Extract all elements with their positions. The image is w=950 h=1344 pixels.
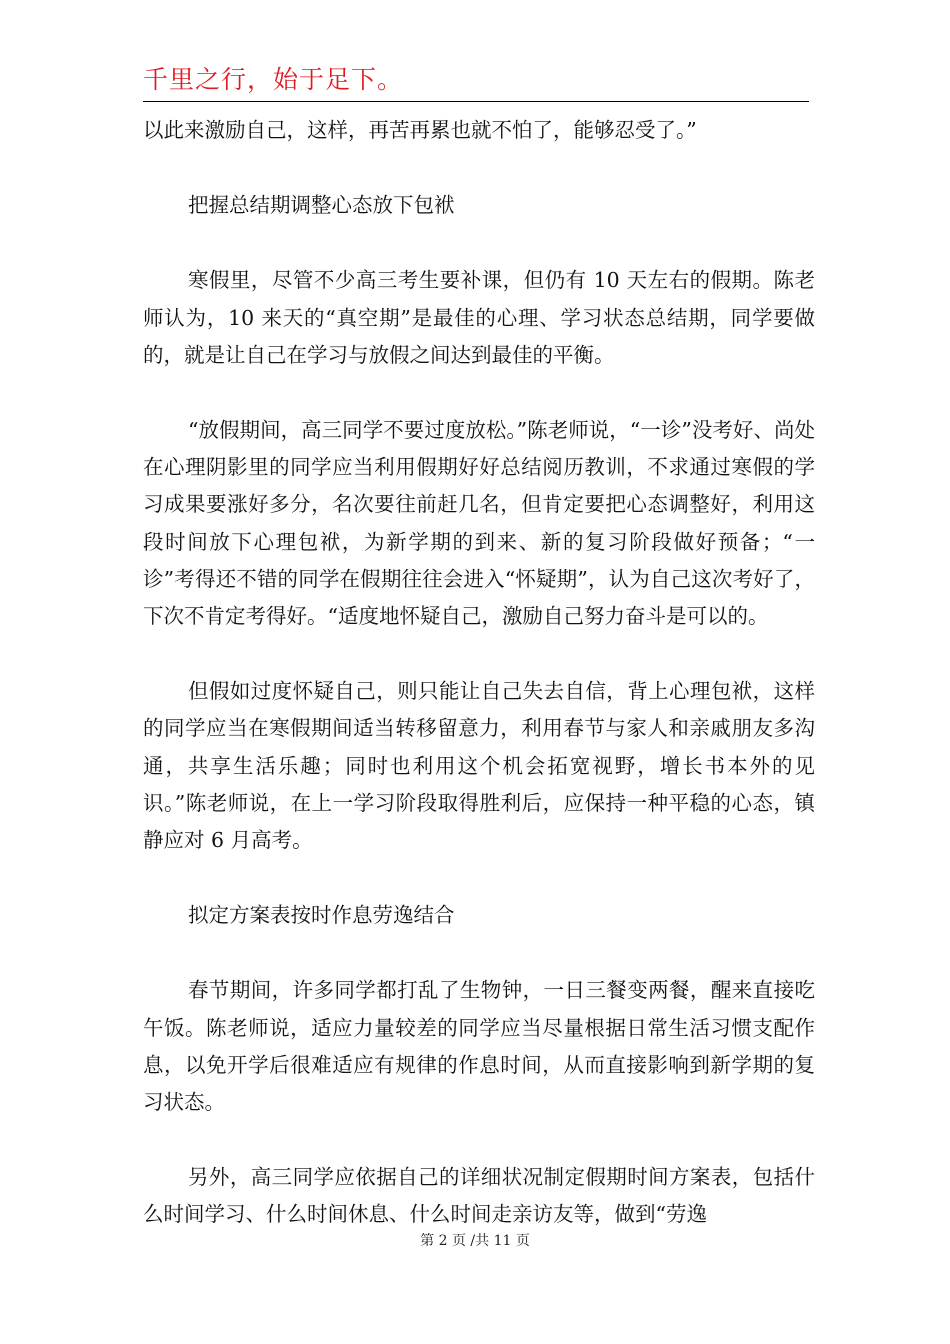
body-paragraph: 春节期间，许多同学都打乱了生物钟，一日三餐变两餐，醒来直接吃午饭。陈老师说，适应力量较差的同学应当尽量根据日常生活习惯支配作息，以免开学后很难适应有规律的作息时间，从而直接影响到新学期的复习状态。 (143, 978, 815, 1115)
document-body (143, 112, 815, 1234)
body-paragraph: 但假如过度怀疑自己，则只能让自己失去自信，背上心理包袱，这样的同学应当在寒假期间适当转移留意力，利用春节与家人和亲戚朋友多沟通，共享生活乐趣；同时也利用这个机会拓宽视野，增长书本外的见识。”陈老师说，在上一学习阶段取得胜利后，应保持一种平稳的心态，镇静应对 6 月高考。 (143, 679, 815, 853)
header-divider (143, 101, 809, 102)
paragraph-continuation: 以此来激励自己，这样，再苦再累也就不怕了，能够忍受了。” (143, 118, 697, 142)
section-heading: 拟定方案表按时作息劳逸结合 (188, 903, 455, 928)
section-heading: 把握总结期调整心态放下包袱 (188, 193, 455, 218)
page-number: 第 2 页 /共 11 页 (420, 1233, 530, 1249)
body-paragraph: “放假期间，高三同学不要过度放松。”陈老师说，“一诊”没考好、尚处在心理阴影里的同学应当利用假期好好总结阅历教训，不求通过寒假的学习成果要涨好多分，名次要往前赶几名，但肯定要把心态调整好，利用这段时间放下心理包袱，为新学期的到来、新的复习阶段做好预备；“一诊”考得还不错的同学在假期往往会进入“怀疑期”，认为自己这次考好了，下次不肯定考得好。“适度地怀疑自己，激励自己努力奋斗是可以的。 (143, 418, 815, 629)
body-paragraph: 寒假里，尽管不少高三考生要补课，但仍有 10 天左右的假期。陈老师认为，10 来天的“真空期”是最佳的心理、学习状态总结期，同学要做的，就是让自己在学习与放假之间达到最佳的平衡。 (143, 268, 815, 367)
body-paragraph: 另外，高三同学应依据自己的详细状况制定假期时间方案表，包括什么时间学习、什么时间休息、什么时间走亲访友等，做到“劳逸 (143, 1165, 815, 1227)
header-motto: 千里之行，始于足下。 (143, 65, 404, 94)
